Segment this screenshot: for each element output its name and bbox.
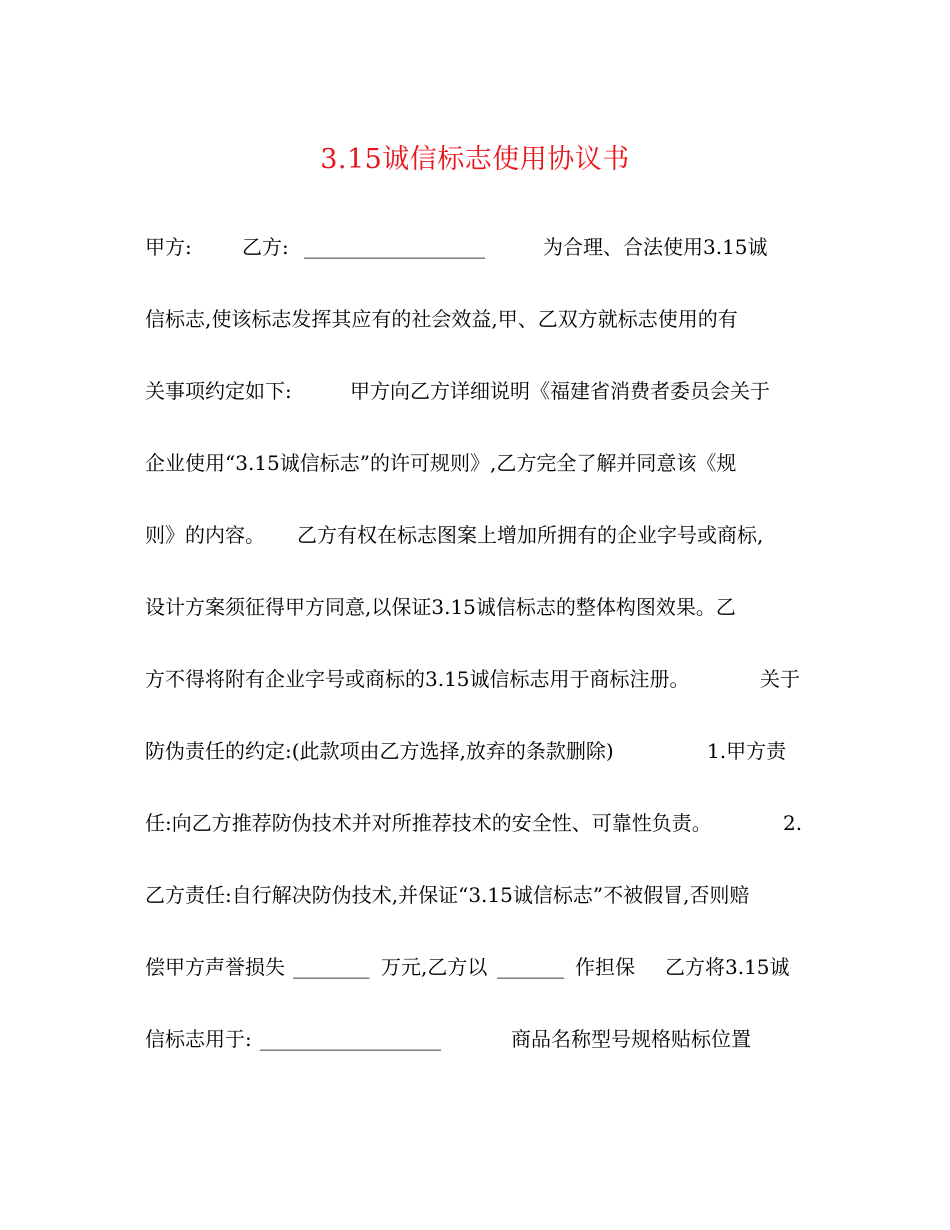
text-segment: 方不得将附有企业字号或商标的3.15诚信标志用于商标注册。 <box>145 667 690 691</box>
paragraph-line <box>145 877 815 913</box>
text-segment: 信标志,使该标志发挥其应有的社会效益,甲、乙双方就标志使用的有 <box>145 307 738 331</box>
text-segment: 信标志用于: <box>145 1027 252 1051</box>
paragraph-line <box>145 445 815 481</box>
text-segment: 1.甲方责 <box>707 739 787 763</box>
text-segment: 企业使用“3.15诚信标志”的许可规则》,乙方完全了解并同意该《规 <box>145 451 737 475</box>
text-segment: 偿甲方声誉损失 <box>145 955 285 979</box>
paragraph-line <box>145 949 815 985</box>
text-segment: 商品名称型号规格贴标位置 <box>511 1027 751 1051</box>
text-segment: 为合理、合法使用3.15诚 <box>543 235 768 259</box>
text-segment: 关于 <box>760 667 800 691</box>
paragraph-line <box>145 229 815 265</box>
text-segment: 甲方向乙方详细说明《福建省消费者委员会关于 <box>350 379 770 403</box>
paragraph-line <box>145 589 815 625</box>
text-segment: 万元,乙方以 <box>381 955 488 979</box>
text-segment: 乙方责任:自行解决防伪技术,并保证“3.15诚信标志”不被假冒,否则赔 <box>145 883 750 907</box>
paragraph-line <box>145 805 815 841</box>
amount-blank: ________ <box>293 955 369 979</box>
paragraph-line <box>145 733 815 769</box>
paragraph-line <box>145 373 815 409</box>
text-segment: 乙方将3.15诚 <box>665 955 790 979</box>
text-segment: 防伪责任的约定:(此款项由乙方选择,放弃的条款删除) <box>145 739 614 763</box>
party-b-label: 乙方: <box>242 235 289 259</box>
paragraph-line <box>145 1021 815 1057</box>
paragraph-line <box>145 301 815 337</box>
text-segment: 2. <box>783 811 803 835</box>
guarantee-blank: _______ <box>497 955 564 979</box>
document-title: 3.15诚信标志使用协议书 <box>320 144 630 175</box>
paragraph-line <box>145 517 815 553</box>
paragraph-line <box>145 661 815 697</box>
text-segment: 关事项约定如下: <box>145 379 292 403</box>
party-b-blank: ___________________ <box>304 235 485 259</box>
text-segment: 任:向乙方推荐防伪技术并对所推荐技术的安全性、可靠性负责。 <box>145 811 712 835</box>
usage-blank: ___________________ <box>260 1027 441 1051</box>
text-segment: 设计方案须征得甲方同意,以保证3.15诚信标志的整体构图效果。乙 <box>145 595 736 619</box>
party-a-label: 甲方: <box>145 235 192 259</box>
text-segment: 则》的内容。 <box>145 523 265 547</box>
text-segment: 作担保 <box>575 955 635 979</box>
text-segment: 乙方有权在标志图案上增加所拥有的企业字号或商标, <box>297 523 764 547</box>
